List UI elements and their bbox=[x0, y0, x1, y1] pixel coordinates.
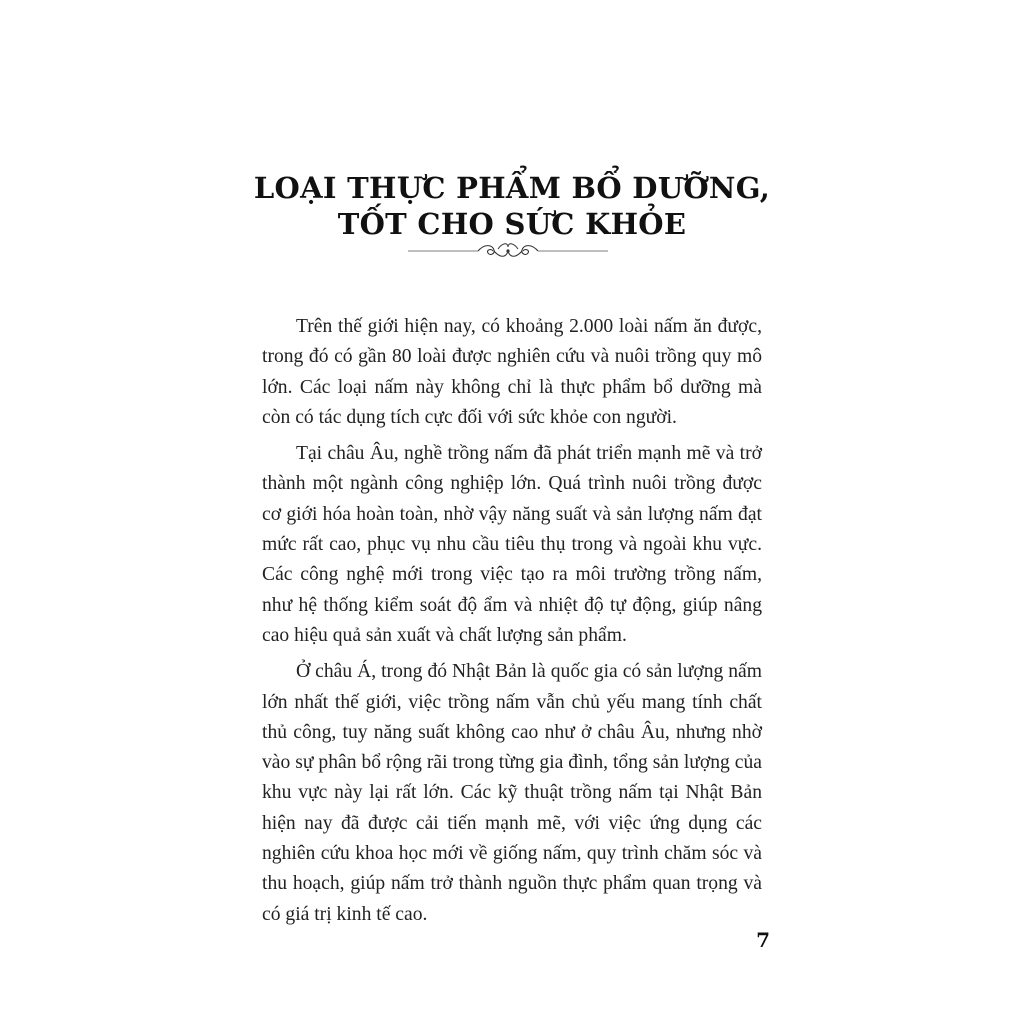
paragraph: Trên thế giới hiện nay, có khoảng 2.000 loài nấm ăn được, trong đó có gần 80 loài được nghiên cứu và nuôi trồng quy mô lớn. Các loại nấm này không chỉ là thực phẩm bổ dưỡng mà còn có tác dụng tích cực đối với sức khỏe con người. bbox=[262, 316, 762, 428]
page-number: 7 bbox=[756, 928, 770, 952]
chapter-title-line-2: TỐT CHO SỨC KHỎE bbox=[337, 207, 687, 241]
paragraph: Tại châu Âu, nghề trồng nấm đã phát triển mạnh mẽ và trở thành một ngành công nghiệp lớn. Quá trình nuôi trồng được cơ giới hóa hoàn toàn, nhờ vậy năng suất và sản lượng nấm đạt mức rất cao, phục vụ nhu cầu tiêu thụ trong và ngoài khu vực. Các công nghệ mới trong việc tạo ra môi trường trồng nấm, như hệ thống kiểm soát độ ẩm và nhiệt độ tự động, giúp nâng cao hiệu quả sản xuất và chất lượng sản phẩm. bbox=[262, 443, 762, 646]
body-text bbox=[262, 312, 762, 936]
chapter-title bbox=[200, 170, 824, 242]
paragraph: Ở châu Á, trong đó Nhật Bản là quốc gia có sản lượng nấm lớn nhất thế giới, việc trồng nấm vẫn chủ yếu mang tính chất thủ công, tuy năng suất không cao như ở châu Âu, nhưng nhờ vào sự phân bổ rộng rãi trong từng gia đình, tổng sản lượng của khu vực này lại rất lớn. Các kỹ thuật trồng nấm tại Nhật Bản hiện nay đã được cải tiến mạnh mẽ, với việc ứng dụng các nghiên cứu khoa học mới về giống nấm, quy trình chăm sóc và thu hoạch, giúp nấm trở thành nguồn thực phẩm quan trọng và có giá trị kinh tế cao. bbox=[262, 661, 762, 925]
chapter-title-line-1: LOẠI THỰC PHẨM BỔ DƯỠNG, bbox=[253, 171, 771, 205]
scroll-flourish-icon bbox=[408, 238, 608, 264]
